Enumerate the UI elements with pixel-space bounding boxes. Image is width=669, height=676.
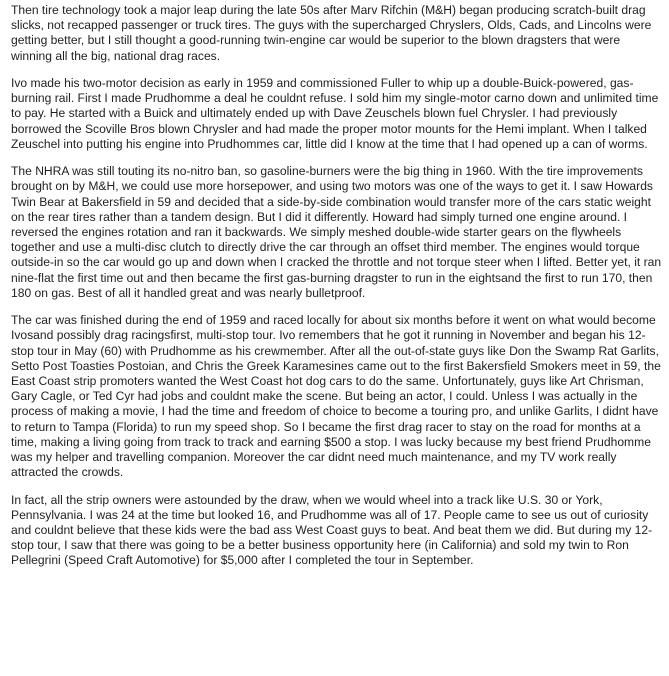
paragraph-strip-owners: In fact, all the strip owners were astounded by the draw, when we would wheel into a track like U.S. 30 or York, Pennsylvania. I was 24 at the time but looked 16, and Prudhomme was all of 17. People came to see us out of curiosity and couldnt believe that these kids were the bad ass West Coast guys to beat. And beat them we did. But during my 12-stop tour, I saw that there was going to be a better business opportunity here (in California) and sold my twin to Ron Pellegrini (Speed Craft Automotive) for $5,000 after I completed the tour in September. xyxy=(11,492,653,568)
paragraph-tire-technology: Then tire technology took a major leap during the late 50s after Marv Rifchin (M&H) began producing scratch-built drag slicks, not recapped passenger or truck tires. The guys with the supercharged Chryslers, Olds, Cads, and Lincolns were getting better, but I still thought a good-running twin-engine car would be superior to the blown dragsters that were winning all the big, national drag races. xyxy=(11,3,652,63)
paragraph-two-motor-decision: Ivo made his two-motor decision as early in 1959 and commissioned Fuller to whip up a double-Buick-powered, gas-burning rail. First I made Prudhomme a deal he couldnt refuse. I sold him my single-motor carno down and unlimited time to pay. He started with a Buick and ultimately ended up with Dave Zeuschels blown fuel Chrysler. I had previously borrowed the Scoville Bros blown Chrysler and had made the proper motor mounts for the Hemi implant. When I talked Zeuschel into putting his engine into Prudhommes car, little did I know at the time that I had opened up a can of worms. xyxy=(11,76,659,151)
paragraph-multi-stop-tour: The car was finished during the end of 1959 and raced locally for about six months before it went on what would become Ivosand possibly drag racingsfirst, multi-stop tour. Ivo remembers that he got it running in November and began his 12-stop tour in May (60) with Prudhomme as his crewmember. After all the out-of-state guys like Don the Swamp Rat Garlits, Setto Post Toasties Postoian, and Chris the Greek Karamesines came out to the first Bakersfield Smokers meet in 59, the East Coast strip promoters wanted the West Coast hot dog cars to do the same. Unfortunately, guys like Art Chrisman, Gary Cagle, or Ted Cyr had jobs and couldnt make the scene. But being an actor, I could. Unless I was actually in the process of making a movie, I had the time and freedom of choice to become a touring pro, and unlike Garlits, I didnt have to return to Tampa (Florida) to run my speed shop. So I became the first drag racer to stay on the road for months at a time, making a living going from track to track and earning $500 a stop. I was lucky because my best friend Prudhomme was my helper and travelling companion. Moreover the car didnt need much maintenance, and my TV work really attracted the crowds. xyxy=(11,313,661,480)
paragraph-nhra-gasoline: The NHRA was still touting its no-nitro ban, so gasoline-burners were the big thing in 1960. With the tire improvements brought on by M&H, we could use more horsepower, and using two motors was one of the ways to get it. I saw Howards Twin Bear at Bakersfield in 59 and decided that a side-by-side combination would transfer more of the cars static weight on the rear tires rather than a tandem design. But I did it differently. Howard had simply turned one engine around. I reversed the engines rotation and ran it backwards. We simply meshed double-wide starter gears on the flywheels together and use a multi-disc clutch to directly drive the car through an offset third member. The engines would torque outside-in so the car would go up and down when I cracked the throttle and not torque steer when I lifted. Better yet, it ran nine-flat the first time out and then became the first gas-burning dragster to run in the eightsand the first to run 170, then 180 on gas. Best of all it handled great and was nearly bulletproof. xyxy=(11,164,662,300)
